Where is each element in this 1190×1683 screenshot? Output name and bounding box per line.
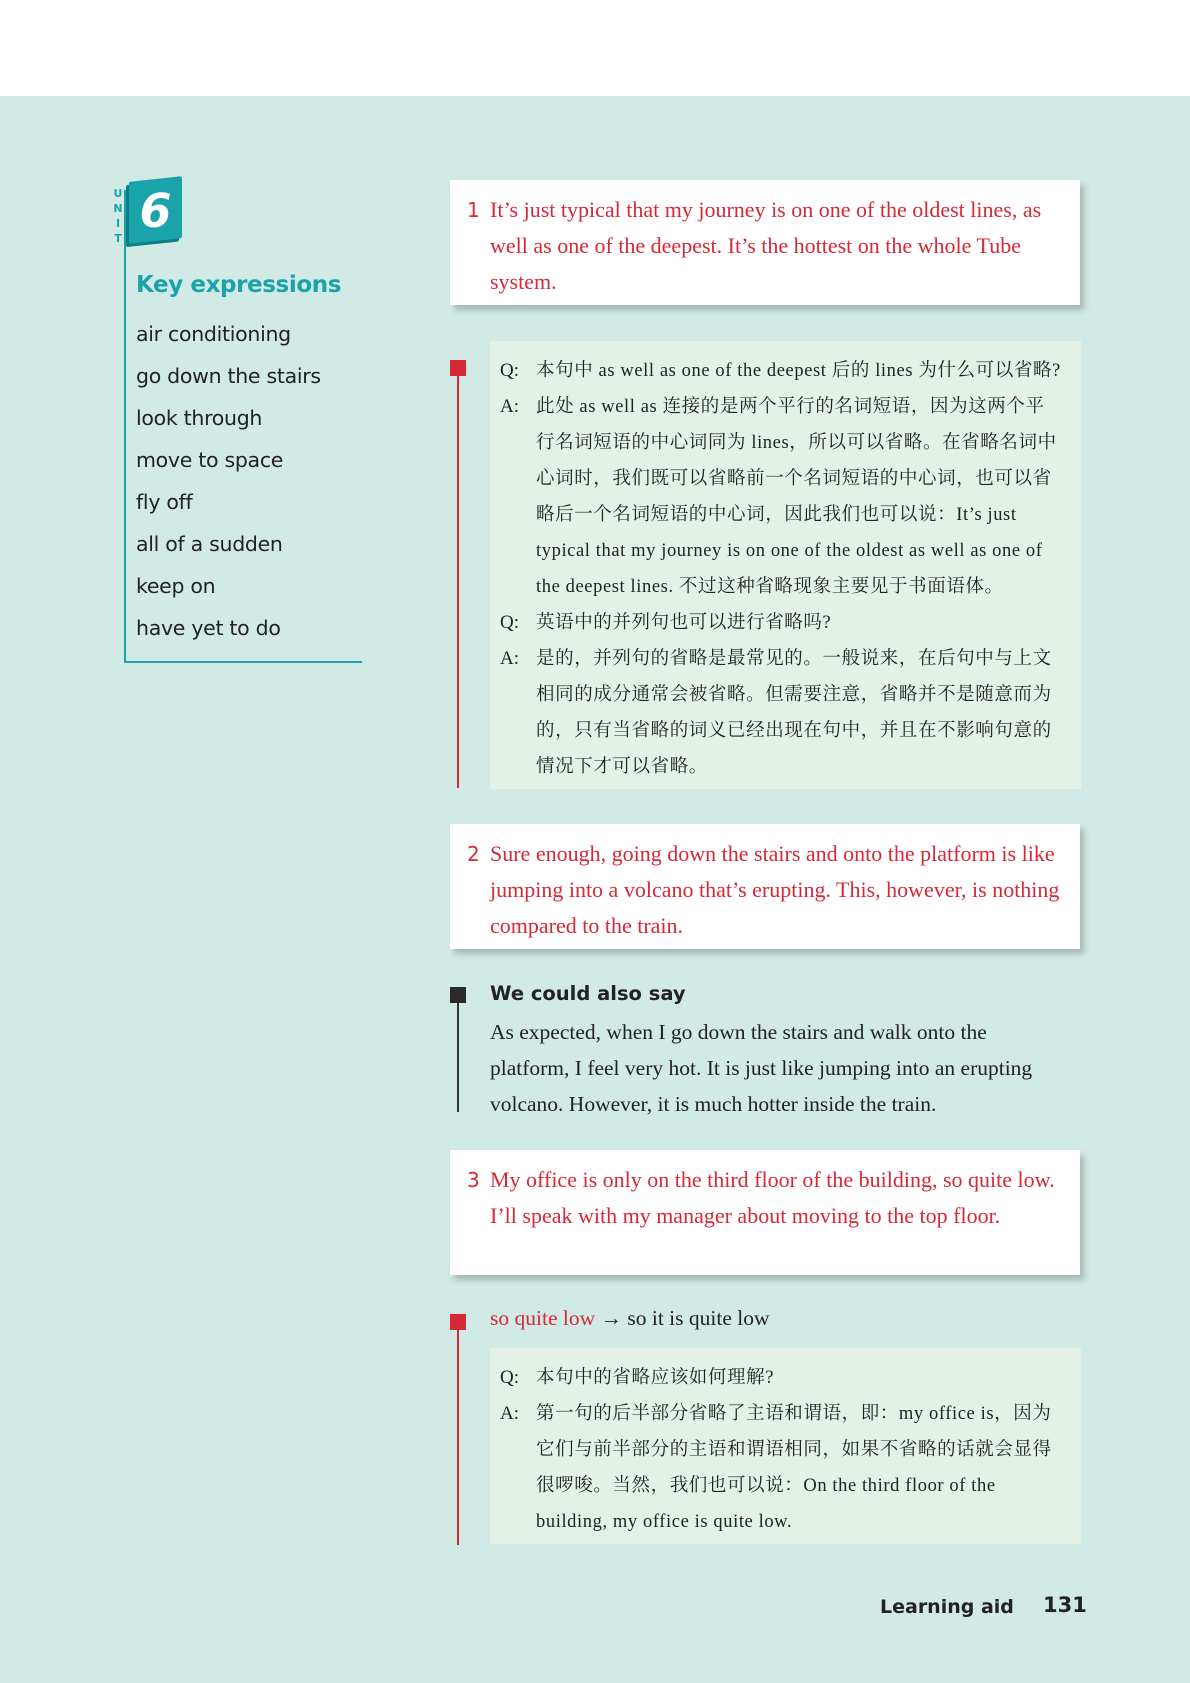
key-expression-item: have yet to do bbox=[136, 616, 281, 640]
unit-number: 6 bbox=[139, 184, 172, 238]
footer-label: Learning aid bbox=[880, 1596, 1014, 1618]
key-expression-item: all of a sudden bbox=[136, 532, 283, 556]
qa-question: Q: 本句中的省略应该如何理解? bbox=[500, 1367, 775, 1388]
quote-number: 3 bbox=[467, 1168, 480, 1192]
arrow-icon: → bbox=[600, 1306, 622, 1330]
also-say-text: As expected, when I go down the stairs and walk onto the platform, I feel very hot. It is just like jumping into an erupting volcano. However, it is much hotter inside the train. bbox=[490, 1020, 1033, 1116]
qa-box-3 bbox=[490, 1348, 1081, 1544]
quote-box-1 bbox=[450, 180, 1080, 305]
ellipsis-expansion: so it is quite low bbox=[627, 1306, 770, 1330]
quote-text: Sure enough, going down the stairs and onto the platform is like jumping into a volcano that’s erupting. This, however, is nothing compared to the train. bbox=[490, 841, 1060, 938]
note-rule bbox=[457, 992, 459, 1112]
ellipsis-phrase: so quite low bbox=[490, 1306, 596, 1330]
key-expression-item: fly off bbox=[136, 490, 193, 514]
qa-answer: A: 是的，并列句的省略是最常见的。一般说来，在后句中与上文相同的成分通常会被省略。但需要注意，省略并不是随意而为的，只有当省略的词义已经出现在句中，并且在不影响句意的情况下才可以省略。 bbox=[500, 648, 1052, 777]
unit-label: U N I T bbox=[113, 187, 123, 245]
key-expression-item: move to space bbox=[136, 448, 284, 472]
quote-text: It’s just typical that my journey is on one of the oldest lines, as well as one of the deepest. It’s the hottest on the whole Tube system. bbox=[490, 197, 1042, 294]
key-expression-item: keep on bbox=[136, 574, 216, 598]
key-expression-item: look through bbox=[136, 406, 263, 430]
qa-question: Q: 英语中的并列句也可以进行省略吗? bbox=[500, 612, 832, 633]
qa-answer: A: 第一句的后半部分省略了主语和谓语，即：my office is，因为它们与前半部分的主语和谓语相同，如果不省略的话就会显得很啰唆。当然，我们也可以说：On the third floor of the building, my office is quite low. bbox=[500, 1403, 1052, 1532]
note-rule bbox=[457, 1318, 459, 1545]
note-rule bbox=[457, 366, 459, 788]
note-marker bbox=[450, 987, 466, 1003]
qa-box-1 bbox=[490, 341, 1081, 789]
quote-box-3 bbox=[450, 1150, 1080, 1275]
sidebar-rule-horizontal bbox=[124, 661, 362, 663]
sidebar-rule-vertical bbox=[124, 190, 126, 663]
ellipsis-note bbox=[490, 1306, 770, 1331]
qa-question: Q: 本句中 as well as one of the deepest 后的 lines 为什么可以省略? bbox=[500, 360, 1061, 381]
key-expression-item: go down the stairs bbox=[136, 364, 321, 388]
key-expression-item: air conditioning bbox=[136, 322, 291, 346]
page-number: 131 bbox=[1043, 1593, 1087, 1617]
note-marker bbox=[450, 360, 466, 376]
key-expressions-list bbox=[136, 316, 321, 652]
quote-number: 1 bbox=[467, 198, 480, 222]
quote-text: My office is only on the third floor of the building, so quite low. I’ll speak with my manager about moving to the top floor. bbox=[490, 1167, 1055, 1228]
quote-box-2 bbox=[450, 824, 1080, 949]
key-expressions-title: Key expressions bbox=[136, 272, 341, 298]
also-say-title: We could also say bbox=[490, 982, 686, 1005]
note-marker bbox=[450, 1314, 466, 1330]
quote-number: 2 bbox=[467, 842, 480, 866]
qa-answer: A: 此处 as well as 连接的是两个平行的名词短语，因为这两个平行名词短语的中心词同为 lines，所以可以省略。在省略名词中心词时，我们既可以省略前一个名词短语的中心词，也可以省略后一个名词短语的中心词，因此我们也可以说：It’s just typical that my journey is on one of the oldest as well as one of the deepest lines. 不过这种省略现象主要见于书面语体。 bbox=[500, 396, 1057, 597]
